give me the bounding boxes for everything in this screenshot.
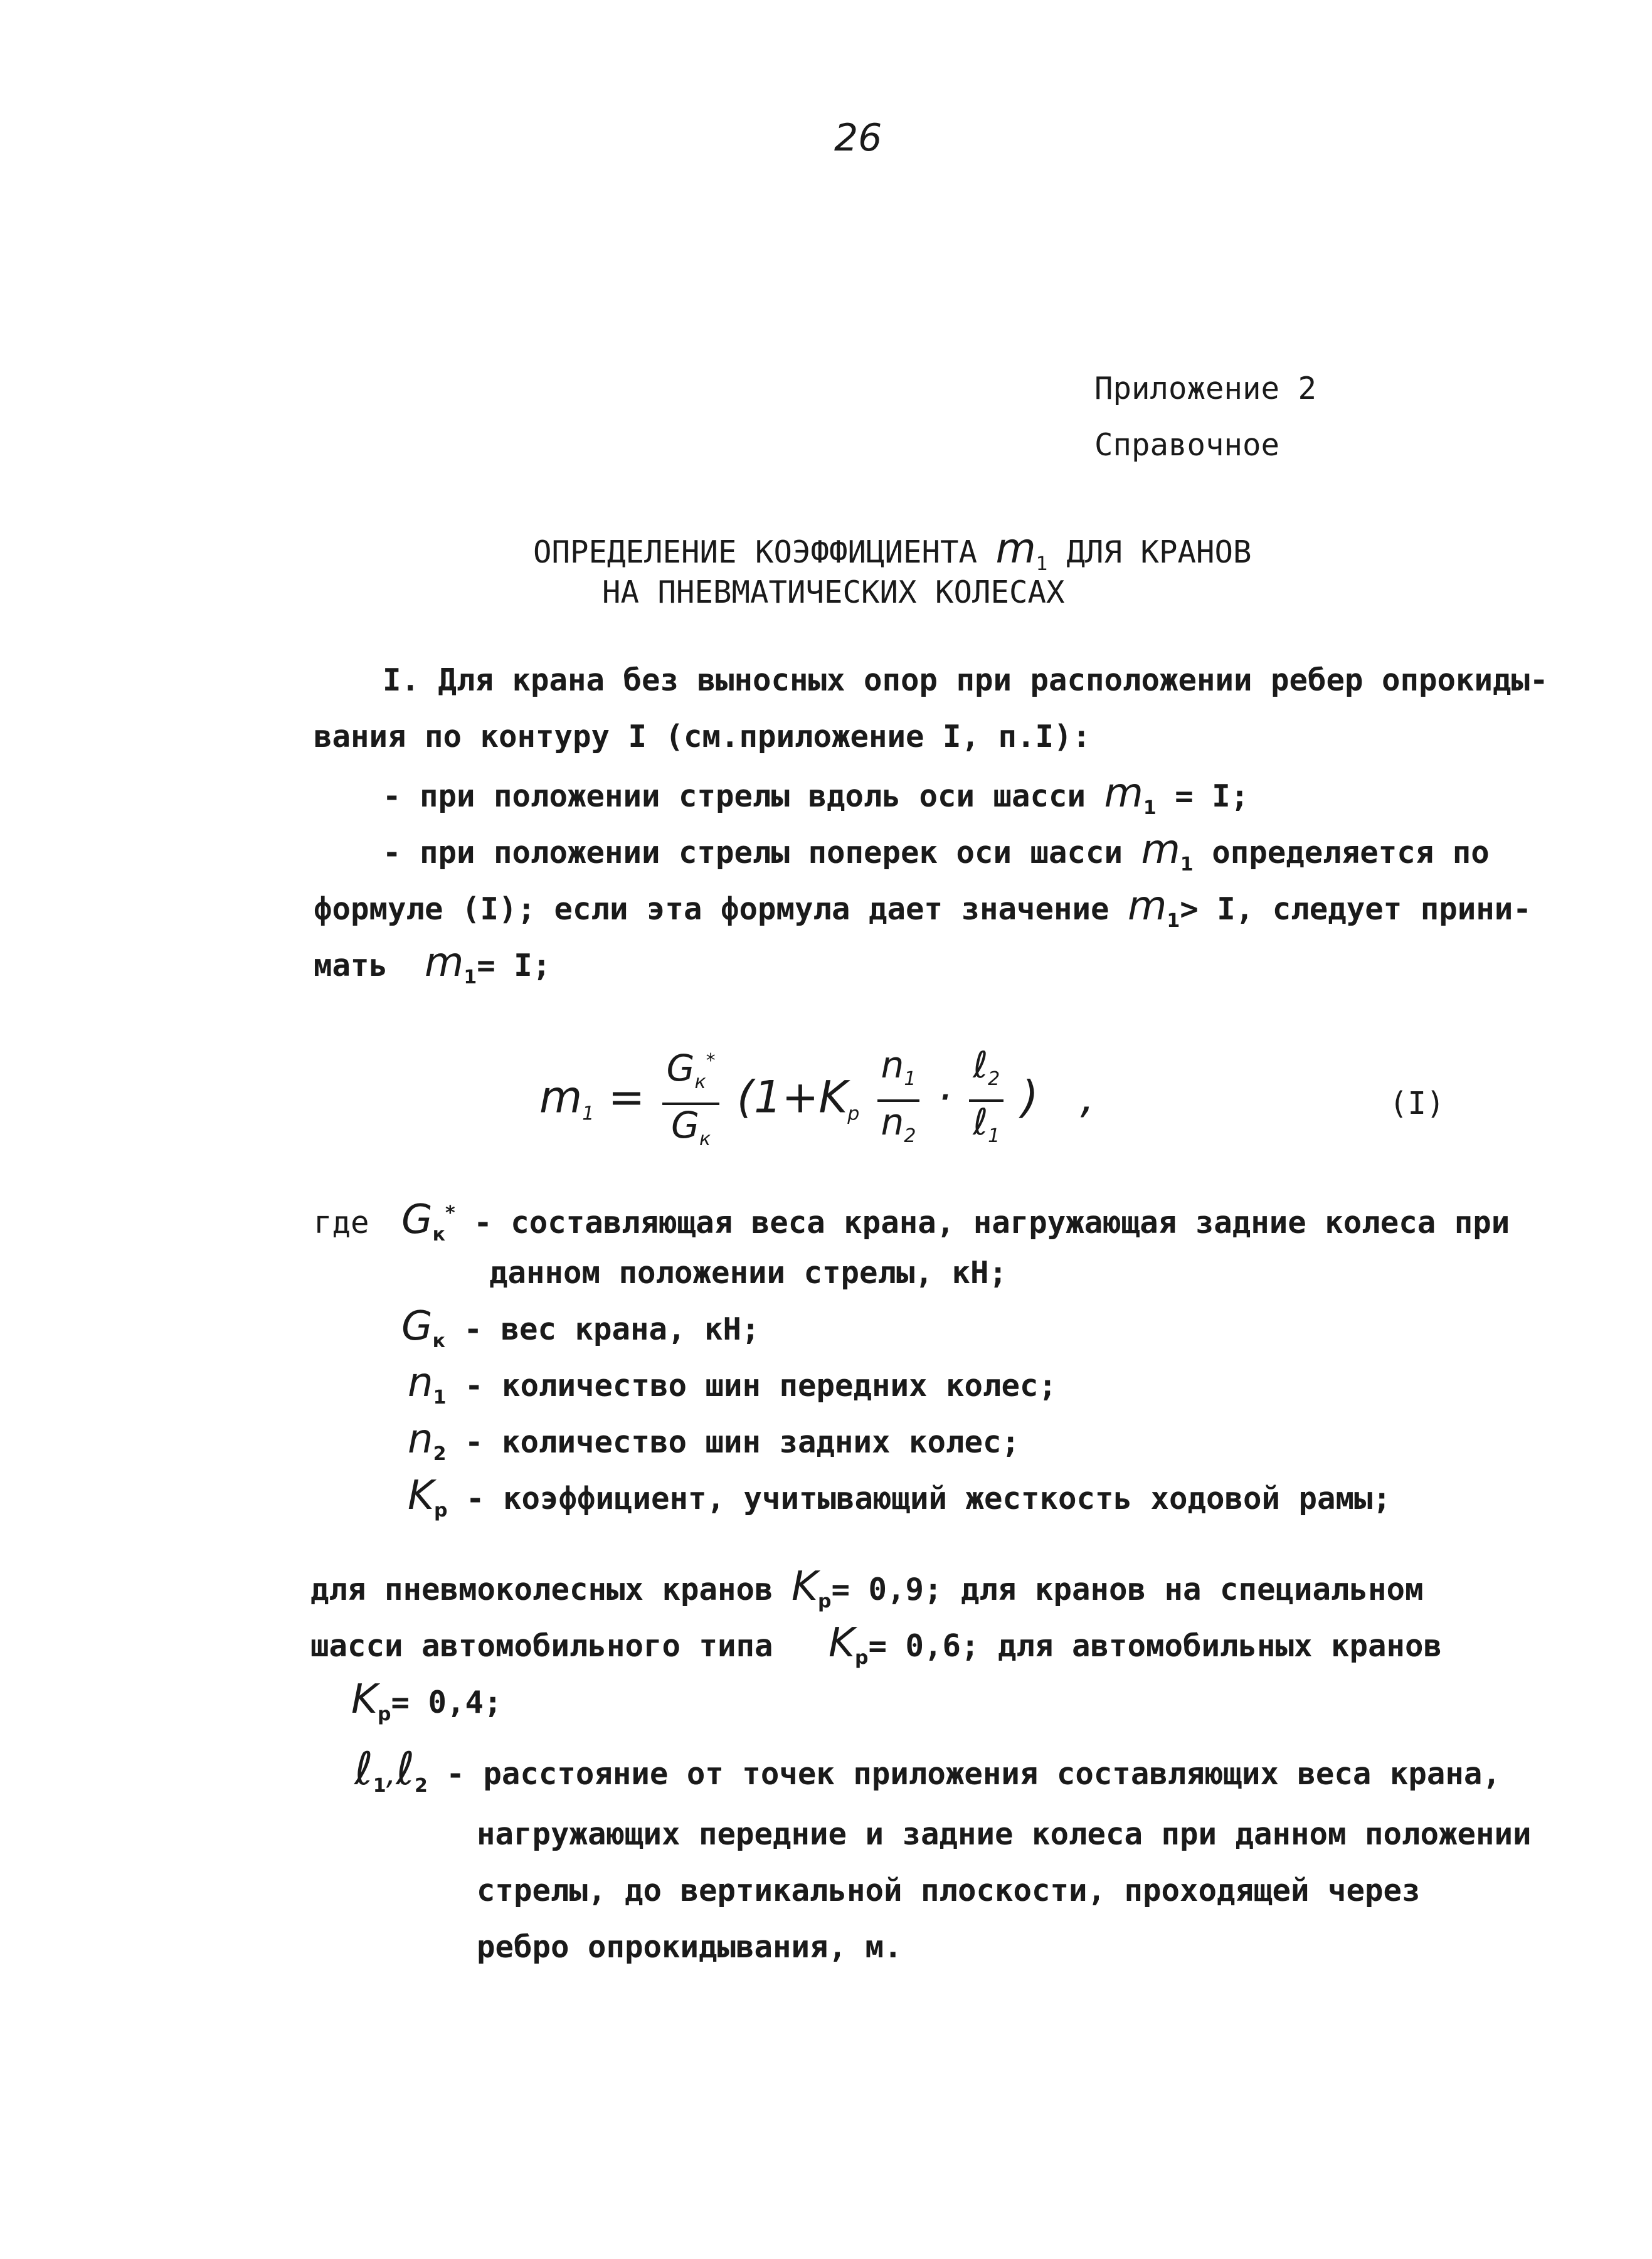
bullet2-line2-sym: m — [1128, 883, 1167, 929]
bullet1-text: - при положении стрелы вдоль оси шасси — [383, 778, 1086, 814]
bullet-across-axis-line1 — [383, 827, 1490, 884]
title-line-2: НА ПНЕВМАТИЧЕСКИХ КОЛЕСАХ — [602, 574, 1065, 610]
kp-values-line3 — [351, 1676, 502, 1733]
bullet2-post: определяется по — [1212, 835, 1490, 870]
def-l-sep: , — [386, 1756, 396, 1792]
bullet1-sym: m — [1104, 770, 1143, 817]
def-l-line3: стрелы, до вертикальной плоскости, проходящей через — [477, 1873, 1421, 1908]
def-n2-text: - количество шин задних колес; — [464, 1424, 1020, 1460]
kp-line1-post: = 0,9; для кранов на специальном — [831, 1572, 1424, 1607]
bullet2-sym: m — [1141, 827, 1180, 873]
where-label: где — [314, 1205, 369, 1241]
frac1-num-sup: * — [706, 1050, 716, 1072]
para1-line1: I. Для крана без выносных опор при расположении ребер опрокиды- — [383, 662, 1549, 698]
def-gk-star-sup: * — [445, 1202, 455, 1224]
def-kp-sym: K — [408, 1473, 434, 1519]
formula-fraction-l — [969, 1045, 1003, 1156]
bullet-along-axis — [383, 770, 1249, 827]
title-pre: ОПРЕДЕЛЕНИЕ КОЭФФИЦИЕНТА — [533, 534, 978, 570]
def-gk-star-sub: к — [432, 1224, 445, 1246]
def-n2 — [408, 1416, 1020, 1473]
bullet-across-axis-line3 — [314, 939, 551, 997]
frac3-den-sub: 1 — [988, 1124, 1000, 1147]
kp-line3-sub: р — [377, 1703, 391, 1725]
page-number: 26 — [834, 116, 882, 160]
def-l2-sym: ℓ — [396, 1742, 415, 1795]
def-n2-sym: n — [408, 1416, 433, 1463]
formula-close: ) — [1021, 1071, 1039, 1123]
formula-open: (1+K — [736, 1071, 848, 1123]
title-post: ДЛЯ КРАНОВ — [1066, 534, 1252, 570]
def-l-line2: нагружающих передние и задние колеса при данном положении — [477, 1816, 1532, 1852]
kp-values-line1 — [310, 1563, 1424, 1621]
def-l-line1 — [354, 1742, 1501, 1805]
def-gk — [401, 1303, 760, 1360]
def-l-line4: ребро опрокидывания, м. — [477, 1929, 903, 1965]
def-kp — [408, 1473, 1391, 1530]
frac1-den: G — [670, 1104, 699, 1146]
frac1-num-sub: к — [694, 1071, 706, 1093]
def-kp-text: - коэффициент, учитывающий жесткость ходовой рамы; — [465, 1481, 1391, 1516]
frac2-num: n — [881, 1043, 904, 1086]
formula-kp-sub: р — [847, 1103, 860, 1125]
def-l1-sub: 1 — [373, 1775, 386, 1797]
def-gk-star-line2: данном положении стрелы, кН; — [489, 1255, 1008, 1291]
kp-line1-pre: для пневмоколесных кранов — [310, 1572, 773, 1607]
bullet2-line3-pre: мать — [314, 948, 388, 983]
formula-eq: = — [608, 1071, 645, 1123]
kp-values-line2 — [310, 1620, 1442, 1677]
kp-line3-post: = 0,4; — [391, 1685, 502, 1720]
kp-line2-sym: K — [829, 1620, 855, 1666]
formula-fraction-n — [877, 1045, 920, 1156]
frac2-num-sub: 1 — [904, 1067, 916, 1090]
bullet1-tail: = I; — [1175, 778, 1249, 814]
kp-line1-sym: K — [792, 1563, 818, 1610]
formula-1 — [539, 1041, 1094, 1160]
bullet1-sub: 1 — [1143, 797, 1157, 819]
frac2-den: n — [881, 1100, 904, 1143]
formula-comma: , — [1080, 1071, 1094, 1123]
def-gk-star-text1: - составляющая веса крана, нагружающая задние колеса при — [474, 1205, 1510, 1241]
def-n1-sym: n — [408, 1360, 433, 1406]
kp-line2-sub: р — [855, 1647, 869, 1669]
def-n2-sub: 2 — [433, 1443, 447, 1465]
bullet2-line3-post: = I; — [477, 948, 551, 983]
bullet2-line2-post: > I, следует прини- — [1180, 891, 1532, 927]
def-gk-sym: G — [401, 1303, 433, 1350]
frac3-den: ℓ — [973, 1100, 988, 1143]
bullet2-sub: 1 — [1180, 854, 1194, 876]
frac2-den-sub: 2 — [904, 1124, 916, 1147]
def-n1-text: - количество шин передних колес; — [464, 1368, 1057, 1404]
def-gk-sub: к — [432, 1330, 445, 1352]
title-symbol-sub: 1 — [1035, 553, 1048, 575]
kp-line3-sym: K — [351, 1676, 378, 1723]
kp-line2-post: = 0,6; для автомобильных кранов — [868, 1628, 1442, 1664]
bullet2-line2-pre: формуле (I); если эта формула дает значение — [314, 891, 1109, 927]
def-n1 — [408, 1360, 1057, 1417]
def-l2-sub: 2 — [414, 1775, 428, 1797]
def-n1-sub: 1 — [433, 1387, 447, 1409]
appendix-label: Приложение 2 — [1094, 371, 1317, 406]
bullet2-pre: - при положении стрелы поперек оси шасси — [383, 835, 1123, 870]
def-l1-sym: ℓ — [354, 1742, 373, 1795]
formula-fraction-g — [662, 1041, 719, 1160]
kp-line1-sub: р — [818, 1590, 832, 1612]
frac1-num: G — [666, 1047, 695, 1089]
frac3-num-sub: 2 — [988, 1067, 1000, 1090]
frac1-den-sub: к — [699, 1128, 711, 1150]
appendix-kind: Справочное — [1094, 427, 1280, 463]
title-symbol: m — [995, 524, 1036, 573]
para1-line2: вания по контуру I (см.приложение I, п.I): — [314, 719, 1091, 754]
def-gk-star-sym: G — [401, 1197, 433, 1243]
def-gk-star-line1 — [401, 1195, 1510, 1254]
def-gk-text: - вес крана, кН; — [463, 1311, 760, 1347]
bullet2-line3-sym: m — [425, 939, 464, 986]
def-kp-sub: р — [433, 1500, 448, 1521]
kp-line2-pre: шасси автомобильного типа — [310, 1628, 773, 1664]
bullet-across-axis-line2 — [314, 883, 1532, 940]
bullet2-line3-sub: 1 — [463, 966, 477, 988]
formula-lhs-sub: 1 — [582, 1103, 595, 1125]
frac3-num: ℓ — [973, 1043, 988, 1086]
bullet2-line2-sub: 1 — [1167, 910, 1180, 932]
formula-dot: · — [937, 1071, 951, 1123]
formula-lhs: m — [539, 1071, 583, 1123]
def-l-text1: - расстояние от точек приложения составляющих веса крана, — [446, 1756, 1501, 1792]
formula-number: (I) — [1389, 1086, 1445, 1121]
